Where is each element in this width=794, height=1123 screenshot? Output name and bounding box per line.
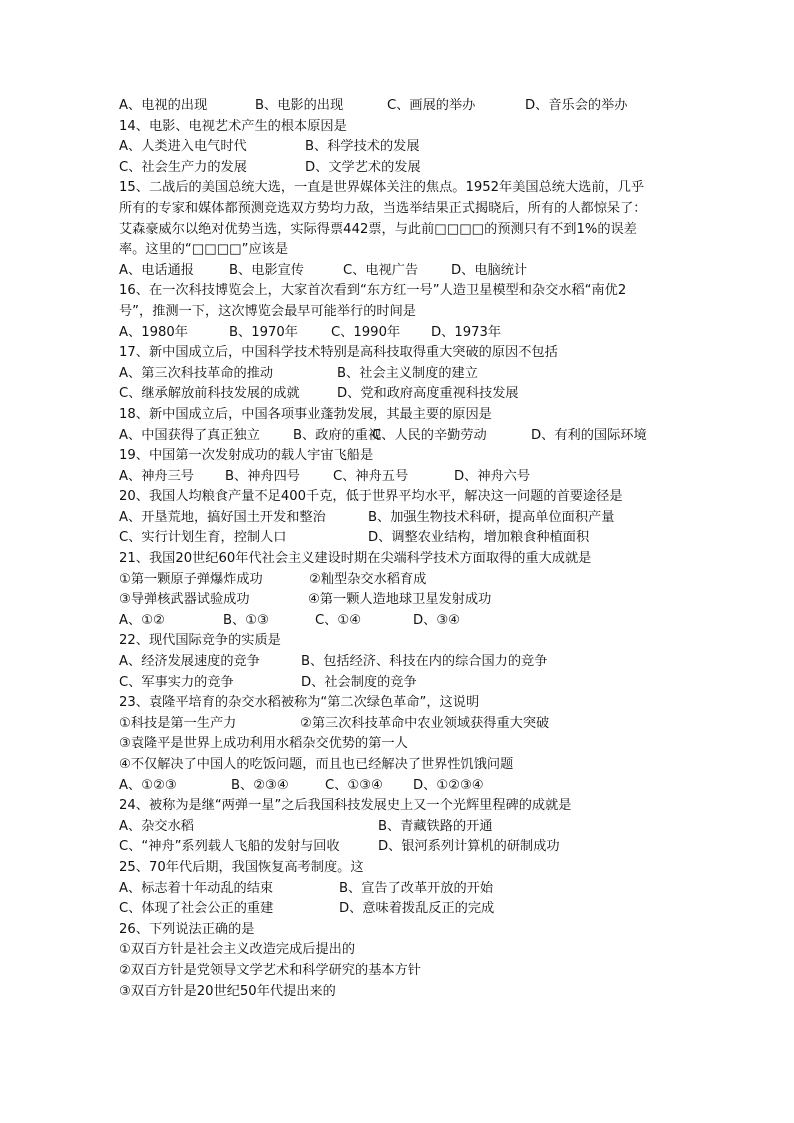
- option-item: D、1973年: [431, 324, 502, 340]
- option-item: D、社会制度的竞争: [301, 674, 417, 690]
- option-item: D、党和政府高度重视科技发展: [337, 386, 519, 402]
- option-item: A、1980年: [119, 324, 188, 340]
- option-item: B、电影宣传: [229, 262, 304, 278]
- text-line: 号”，推测一下，这次博览会最早可能举行的时间是: [119, 303, 416, 319]
- text-line: ③袁隆平是世界上成功利用水稻杂交优势的第一人: [119, 736, 408, 752]
- option-item: A、标志着十年动乱的结束: [119, 880, 274, 896]
- text-line: 21、我国20世纪60年代社会主义建设时期在尖端科学技术方面取得的重大成就是: [119, 551, 592, 567]
- option-item: C、人民的辛勤劳动: [372, 427, 487, 443]
- option-item: ①科技是第一生产力: [119, 715, 237, 731]
- text-line: ②双百方针是党领导文学艺术和科学研究的基本方针: [119, 962, 421, 978]
- option-row: [119, 817, 699, 838]
- option-item: D、电脑统计: [451, 262, 528, 278]
- option-item: ①第一颗原子弹爆炸成功: [119, 571, 263, 587]
- option-item: A、人类进入电气时代: [119, 139, 247, 155]
- text-line: 17、新中国成立后，中国科学技术特别是高科技取得重大突破的原因不包括: [119, 345, 558, 361]
- option-item: D、①②③④: [413, 777, 484, 793]
- option-item: B、加强生物技术科研，提高单位面积产量: [368, 509, 615, 525]
- option-item: C、①③④: [325, 777, 383, 793]
- text-line: 率。这里的“□□□□”应该是: [119, 242, 289, 258]
- option-row: [119, 590, 699, 611]
- option-item: A、电视的出现: [119, 98, 208, 113]
- option-row: [119, 528, 699, 549]
- text-line: 14、电影、电视艺术产生的根本原因是: [119, 118, 347, 134]
- option-item: B、1970年: [229, 324, 298, 340]
- option-item: B、宣告了改革开放的开始: [339, 880, 494, 896]
- text-line: 18、新中国成立后，中国各项事业蓬勃发展，其最主要的原因是: [119, 406, 492, 422]
- option-item: C、画展的举办: [387, 98, 476, 113]
- option-row: [119, 837, 699, 858]
- option-item: A、杂交水稻: [119, 818, 194, 834]
- option-row: [119, 570, 699, 591]
- text-line: ④不仅解决了中国人的吃饭问题，而且也已经解决了世界性饥饿问题: [119, 757, 514, 772]
- option-item: A、电话通报: [119, 262, 194, 278]
- option-row: [119, 899, 699, 920]
- option-item: D、③④: [413, 612, 460, 628]
- option-item: D、音乐会的举办: [525, 98, 628, 113]
- option-item: B、②③④: [231, 777, 289, 793]
- option-item: D、神舟六号: [454, 468, 531, 484]
- option-item: A、经济发展速度的竞争: [119, 654, 260, 670]
- option-row: [119, 776, 699, 797]
- option-item: B、社会主义制度的建立: [337, 365, 478, 381]
- text-line: 16、在一次科技博览会上，大家首次看到“东方红一号”人造卫星模型和杂交水稻“南优2: [119, 283, 627, 299]
- option-item: B、政府的重视: [293, 427, 382, 443]
- option-row: [119, 879, 699, 900]
- option-item: C、电视广告: [343, 262, 419, 278]
- option-row: [119, 323, 699, 344]
- option-row: [119, 652, 699, 673]
- option-item: A、神舟三号: [119, 468, 194, 484]
- option-item: B、包括经济、科技在内的综合国力的竞争: [301, 654, 548, 670]
- text-line: ③双百方针是20世纪50年代提出来的: [119, 983, 336, 999]
- option-item: C、社会生产力的发展: [119, 159, 247, 175]
- option-item: B、青藏铁路的开通: [378, 818, 493, 834]
- text-line: 19、中国第一次发射成功的载人宇宙飞船是: [119, 448, 374, 464]
- option-row: [119, 426, 699, 447]
- text-line: 所有的专家和媒体都预测竞选双方势均力敌，当选举结果正式揭晓后，所有的人都惊呆了：: [119, 200, 647, 216]
- option-item: C、军事实力的竞争: [119, 674, 234, 690]
- option-item: ③导弹核武器试验成功: [119, 592, 250, 608]
- option-item: C、“神舟”系列载人飞船的发射与回收: [119, 839, 340, 855]
- text-line: 22、现代国际竞争的实质是: [119, 633, 281, 649]
- text-line: 艾森豪威尔以绝对优势当选，实际得票442票，与此前□□□□的预测只有不到1%的误差: [119, 221, 637, 237]
- option-row: [119, 96, 699, 117]
- text-line: 23、袁隆平培育的杂交水稻被称为“第二次绿色革命”，这说明: [119, 695, 480, 711]
- text-line: 15、二战后的美国总统大选，一直是世界媒体关注的焦点。1952年美国总统大选前，几乎: [119, 180, 645, 196]
- option-item: A、第三次科技革命的推动: [119, 365, 274, 381]
- option-item: C、1990年: [331, 324, 401, 340]
- option-item: C、继承解放前科技发展的成就: [119, 386, 300, 402]
- option-item: ④第一颗人造地球卫星发射成功: [308, 592, 492, 608]
- option-item: C、神舟五号: [333, 468, 409, 484]
- option-item: D、有利的国际环境: [531, 427, 647, 443]
- option-item: D、意味着拨乱反正的完成: [339, 901, 495, 917]
- option-row: [119, 611, 699, 632]
- option-row: [119, 384, 699, 405]
- option-item: A、①②③: [119, 777, 177, 793]
- option-row: [119, 158, 699, 179]
- option-item: ②第三次科技革命中农业领域获得重大突破: [300, 715, 550, 731]
- text-line: 24、被称为是继“两弹一星”之后我国科技发展史上又一个光辉里程碑的成就是: [119, 798, 572, 814]
- option-item: C、体现了社会公正的重建: [119, 901, 274, 917]
- option-item: B、①③: [223, 612, 269, 628]
- option-item: D、文学艺术的发展: [305, 159, 421, 175]
- option-row: [119, 508, 699, 529]
- document-page: [119, 96, 699, 1002]
- option-item: ②籼型杂交水稻育成: [309, 571, 427, 587]
- option-item: A、开垦荒地，搞好国土开发和整治: [119, 509, 326, 525]
- option-row: [119, 714, 699, 735]
- option-item: B、科学技术的发展: [305, 139, 420, 155]
- option-item: D、调整农业结构，增加粮食种植面积: [368, 530, 590, 546]
- option-row: [119, 673, 699, 694]
- text-line: 25、70年代后期，我国恢复高考制度。这: [119, 859, 364, 875]
- text-line: 26、下列说法正确的是: [119, 921, 255, 937]
- option-item: C、实行计划生育，控制人口: [119, 530, 287, 546]
- option-item: D、银河系列计算机的研制成功: [378, 839, 560, 855]
- option-item: A、中国获得了真正独立: [119, 427, 260, 443]
- option-item: C、①④: [315, 612, 362, 628]
- option-row: [119, 137, 699, 158]
- option-item: A、①②: [119, 612, 165, 628]
- text-line: ①双百方针是社会主义改造完成后提出的: [119, 942, 356, 958]
- option-item: B、神舟四号: [225, 468, 300, 484]
- option-item: B、电影的出现: [255, 98, 344, 113]
- text-line: 20、我国人均粮食产量不足400千克，低于世界平均水平，解决这一问题的首要途径是: [119, 489, 623, 505]
- option-row: [119, 364, 699, 385]
- option-row: [119, 261, 699, 282]
- option-row: [119, 467, 699, 488]
